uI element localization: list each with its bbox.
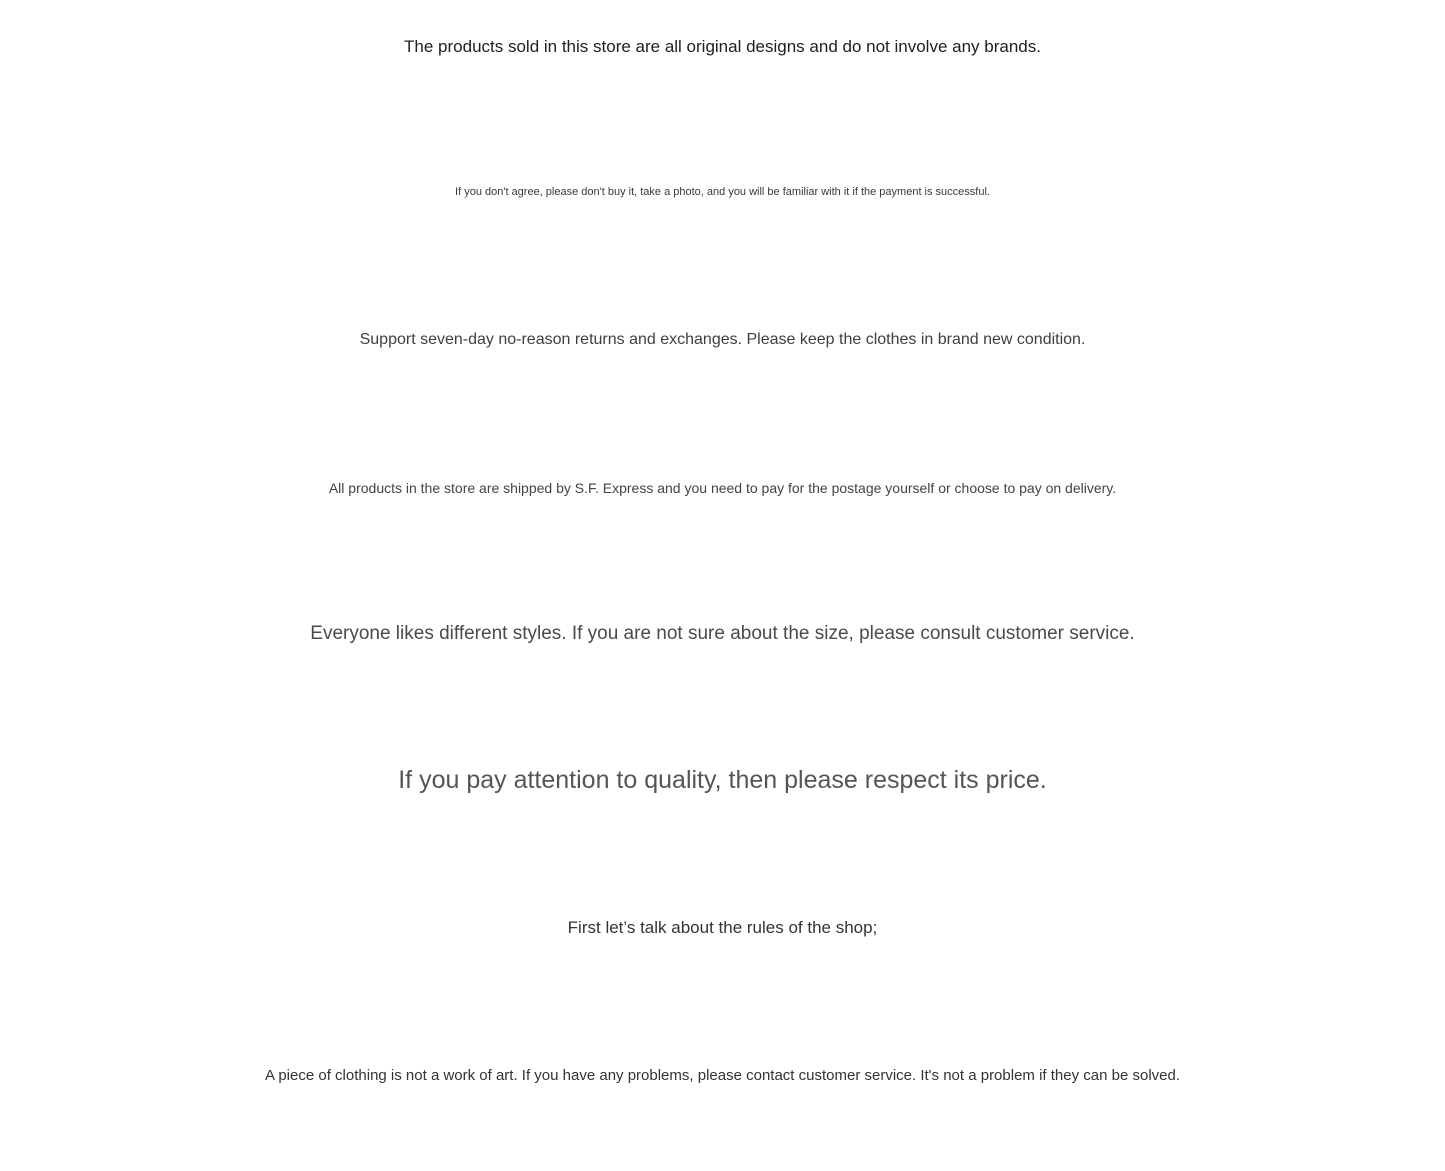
customer-service-notice: A piece of clothing is not a work of art. If you have any problems, please contact customer service. It's not a problem if they can be solved.	[265, 1067, 1180, 1084]
returns-exchanges-notice: Support seven-day no-reason returns and exchanges. Please keep the clothes in brand new condition.	[359, 331, 1086, 348]
size-consult-notice: Everyone likes different styles. If you are not sure about the size, please consult customer service.	[310, 623, 1135, 644]
shop-rules-heading: First let’s talk about the rules of the shop;	[567, 918, 878, 937]
payment-agreement-notice: If you don't agree, please don't buy it, take a photo, and you will be familiar with it if the payment is successful.	[455, 186, 990, 198]
original-designs-notice: The products sold in this store are all original designs and do not involve any brands.	[404, 37, 1041, 56]
quality-price-notice: If you pay attention to quality, then please respect its price.	[398, 766, 1047, 794]
shipping-notice: All products in the store are shipped by S.F. Express and you need to pay for the postage yourself or choose to pay on delivery.	[328, 480, 1117, 496]
